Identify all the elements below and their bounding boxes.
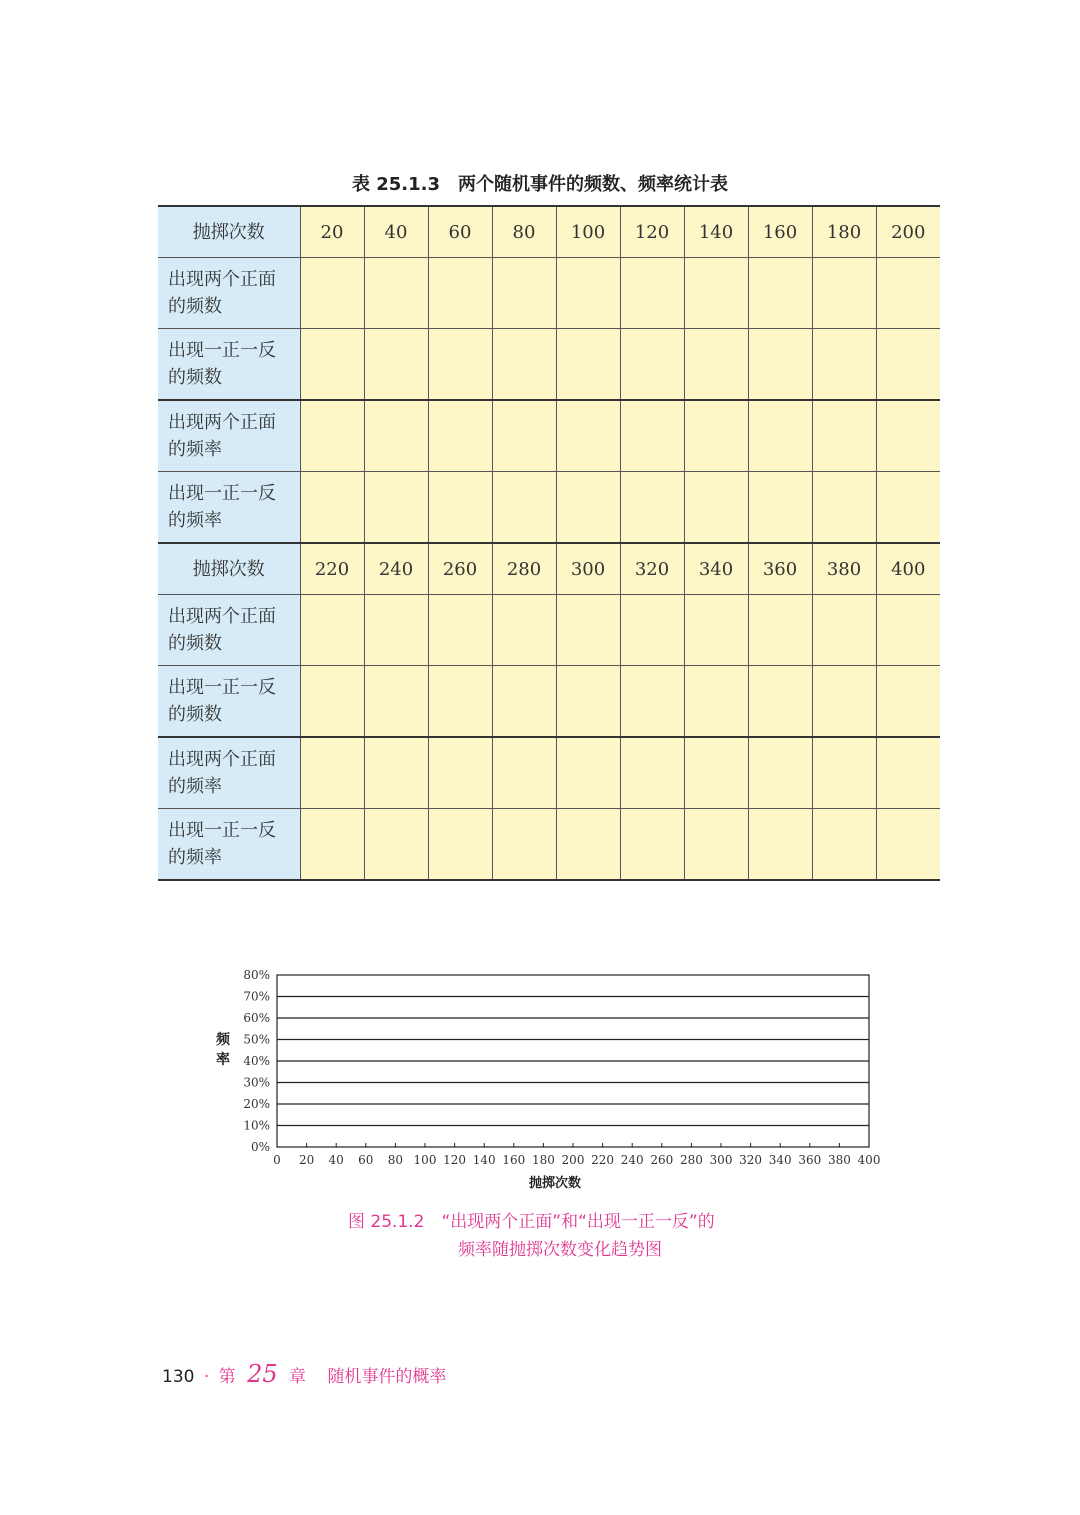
y-tick-label: 40% [243, 1054, 270, 1068]
x-tick-label: 100 [413, 1153, 437, 1167]
x-tick-label: 200 [561, 1153, 585, 1167]
x-tick-label: 280 [679, 1153, 703, 1167]
toss-count-cell: 100 [556, 206, 620, 258]
x-tick-label: 60 [358, 1153, 374, 1167]
x-tick-label: 20 [298, 1153, 315, 1167]
chapter-prefix: 第 [218, 1367, 236, 1387]
row-label-line: 的频率 [168, 439, 222, 460]
x-tick-label: 140 [472, 1153, 496, 1167]
row-label-line: 的频数 [168, 633, 222, 654]
y-tick-label: 0% [250, 1140, 270, 1154]
toss-count-cell: 400 [876, 543, 940, 595]
toss-count-cell: 20 [300, 206, 364, 258]
header-label-cell: 抛掷次数 [158, 206, 300, 258]
toss-count-cell: 180 [812, 206, 876, 258]
toss-count-cell: 280 [492, 543, 556, 595]
y-tick-label: 10% [243, 1118, 270, 1133]
header-label-cell: 抛掷次数 [158, 543, 300, 595]
x-tick-label: 380 [827, 1153, 851, 1167]
x-tick-label: 120 [443, 1153, 467, 1167]
toss-count-cell: 60 [428, 206, 492, 258]
y-axis-label: 频率 [216, 1032, 230, 1068]
x-tick-label: 360 [798, 1153, 822, 1167]
caption-line-2: 频率随抛掷次数变化趋势图 [458, 1240, 662, 1260]
y-tick-label: 50% [243, 1032, 270, 1047]
row-label-line: 出现两个正面 [168, 606, 276, 627]
y-tick-label: 30% [243, 1075, 270, 1090]
row-label-line: 出现一正一反 [168, 340, 276, 361]
page-number: 130 [162, 1367, 195, 1387]
row-label-line: 出现两个正面 [168, 269, 276, 290]
row-label-line: 的频率 [168, 510, 222, 531]
toss-count-cell: 160 [748, 206, 812, 258]
x-tick-label: 80 [387, 1153, 404, 1167]
y-tick-label: 70% [243, 989, 270, 1004]
row-label-line: 出现两个正面 [168, 749, 276, 770]
toss-count-cell: 240 [364, 543, 428, 595]
y-tick-label: 60% [243, 1011, 270, 1025]
chapter-suffix: 章 [289, 1367, 307, 1387]
page-footer [162, 1360, 446, 1388]
row-label-line: 出现一正一反 [168, 483, 276, 504]
toss-count-cell: 360 [748, 543, 812, 595]
toss-count-cell: 380 [812, 543, 876, 595]
x-tick-label: 400 [857, 1153, 881, 1167]
row-label-line: 出现一正一反 [168, 820, 276, 841]
x-tick-label: 180 [531, 1153, 555, 1167]
toss-count-cell: 340 [684, 543, 748, 595]
x-tick-label: 340 [768, 1153, 792, 1167]
table-title: 表 25.1.3 两个随机事件的频数、频率统计表 [351, 174, 729, 195]
row-label-line: 出现一正一反 [168, 677, 276, 698]
toss-count-cell: 40 [364, 206, 428, 258]
toss-count-cell: 120 [620, 206, 684, 258]
toss-count-cell: 140 [684, 206, 748, 258]
toss-count-cell: 300 [556, 543, 620, 595]
x-tick-label: 320 [739, 1153, 763, 1167]
toss-count-cell: 220 [300, 543, 364, 595]
row-label-line: 的频率 [168, 776, 222, 797]
row-label-line: 的频数 [168, 704, 222, 725]
row-label-line: 出现两个正面 [168, 412, 276, 433]
y-tick-label: 80% [243, 968, 270, 982]
toss-count-cell: 80 [492, 206, 556, 258]
x-tick-label: 300 [709, 1153, 733, 1167]
toss-count-cell: 260 [428, 543, 492, 595]
footer-dot: · [203, 1367, 210, 1387]
y-tick-label: 20% [243, 1097, 270, 1111]
chapter-number: 25 [247, 1360, 278, 1388]
toss-count-cell: 200 [876, 206, 940, 258]
x-tick-label: 240 [620, 1153, 644, 1167]
x-tick-label: 0 [273, 1153, 281, 1167]
row-label-line: 的频数 [168, 367, 222, 388]
caption-line-1: 图 25.1.2 “出现两个正面”和“出现一正一反”的 [348, 1212, 715, 1232]
x-tick-label: 260 [650, 1153, 674, 1167]
row-label-line: 的频数 [168, 296, 222, 317]
x-tick-label: 40 [328, 1153, 344, 1167]
x-axis-label: 抛掷次数 [528, 1176, 581, 1191]
row-label-line: 的频率 [168, 847, 222, 868]
x-tick-label: 220 [591, 1153, 615, 1167]
x-tick-label: 160 [502, 1153, 526, 1167]
toss-count-cell: 320 [620, 543, 684, 595]
chapter-title: 随机事件的概率 [327, 1367, 447, 1387]
